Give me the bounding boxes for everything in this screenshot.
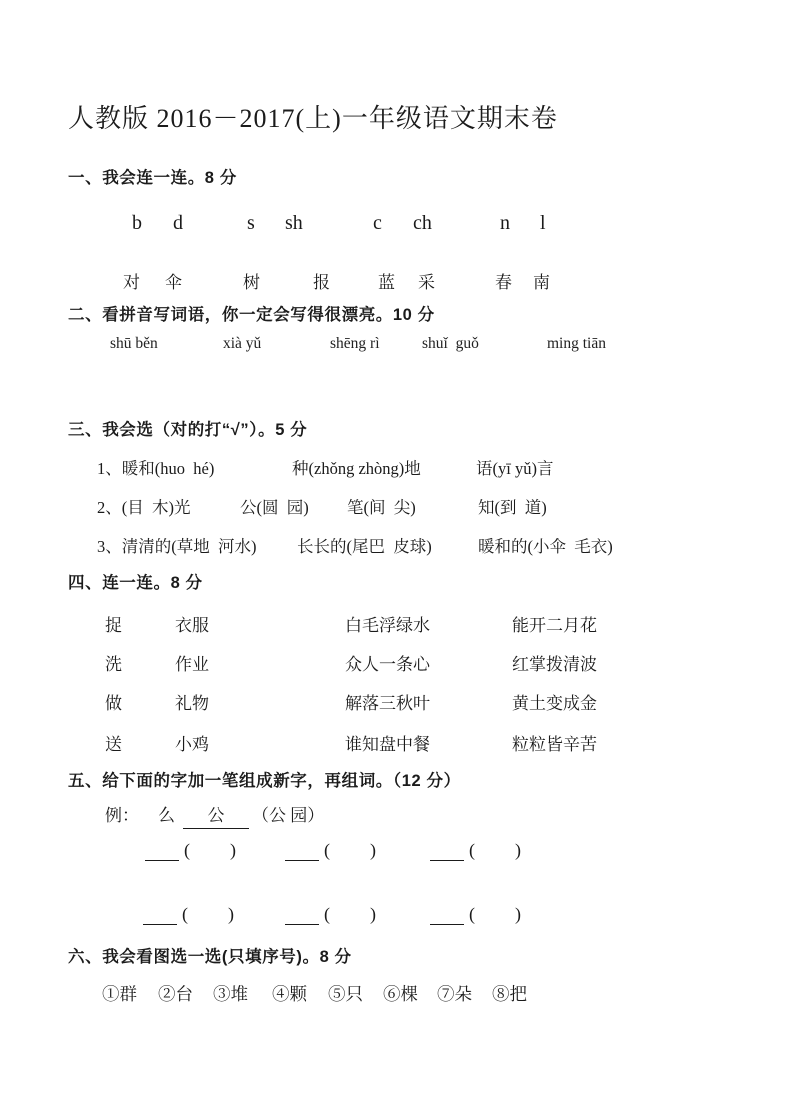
paren-open: ( — [324, 840, 330, 860]
answer-blank-line — [143, 906, 177, 925]
section2-pinyin-row — [0, 335, 790, 363]
paren-open: ( — [469, 904, 475, 924]
answer-blank-group — [145, 840, 236, 864]
paren-close: ) — [230, 840, 236, 860]
section3-row-3 — [0, 533, 790, 561]
pinyin-word-1: xià yǔ — [223, 335, 262, 352]
choice-item-1: 种(zhǒng zhòng)地 — [292, 459, 421, 478]
match-character-0: 对 — [123, 273, 140, 292]
paren-close: ) — [228, 904, 234, 924]
match-character-5: 采 — [418, 273, 435, 292]
paren-open: ( — [469, 840, 475, 860]
initial-letter-3: sh — [285, 212, 303, 234]
match-item-0: 送 — [105, 735, 122, 754]
section6-option-row — [0, 981, 790, 1009]
pinyin-word-0: shū běn — [110, 335, 158, 352]
example-label: 例： — [105, 806, 139, 825]
choice-item-2: 语(yī yǔ)言 — [476, 459, 554, 478]
classifier-option-2: ③堆 — [213, 984, 248, 1004]
match-item-3: 能开二月花 — [512, 616, 597, 635]
initial-letter-1: d — [173, 212, 183, 234]
paren-close: ) — [515, 904, 521, 924]
section3-row-2 — [0, 494, 790, 522]
initial-letter-2: s — [247, 212, 255, 234]
section1-heading: 一、我会连一连。8 分 — [68, 169, 237, 187]
choice-item-1: 公(圆 园) — [240, 498, 309, 517]
section3-row-1 — [0, 455, 790, 483]
example-word: （公 园） — [252, 806, 325, 825]
answer-blank-group — [285, 840, 376, 864]
match-character-4: 蓝 — [378, 273, 395, 292]
answer-blank-group — [285, 904, 376, 928]
paren-close: ) — [370, 840, 376, 860]
match-character-6: 春 — [495, 273, 512, 292]
section1-letter-row — [0, 212, 790, 240]
example-source-char: 么 — [158, 806, 175, 825]
match-item-1: 作业 — [175, 655, 209, 674]
classifier-option-1: ②台 — [158, 984, 193, 1004]
match-item-0: 洗 — [105, 655, 122, 674]
choice-item-2: 暖和的(小伞 毛衣) — [478, 537, 613, 556]
classifier-option-5: ⑥棵 — [383, 984, 418, 1004]
answer-blank-line — [145, 842, 179, 861]
section5-example-row — [0, 801, 790, 829]
match-item-2: 众人一条心 — [345, 655, 430, 674]
answer-blank-line — [285, 906, 319, 925]
match-item-3: 红掌拨清波 — [512, 655, 597, 674]
match-item-1: 衣服 — [175, 616, 209, 635]
match-character-1: 伞 — [165, 273, 182, 292]
section1-character-row — [0, 268, 790, 296]
match-item-0: 做 — [105, 694, 122, 713]
answer-blank-line — [430, 842, 464, 861]
paren-open: ( — [184, 840, 190, 860]
section6-heading: 六、我会看图选一选(只填序号)。8 分 — [68, 948, 352, 966]
section4-heading: 四、连一连。8 分 — [68, 574, 203, 592]
paren-close: ) — [370, 904, 376, 924]
section3-heading: 三、我会选（对的打“√”）。5 分 — [68, 421, 308, 439]
paren-open: ( — [324, 904, 330, 924]
match-item-1: 礼物 — [175, 694, 209, 713]
choice-item-0: 2、(目 木)光 — [97, 498, 191, 517]
classifier-option-4: ⑤只 — [328, 984, 363, 1004]
paren-open: ( — [182, 904, 188, 924]
match-item-3: 黄土变成金 — [512, 694, 597, 713]
match-item-1: 小鸡 — [175, 735, 209, 754]
classifier-option-0: ①群 — [102, 984, 137, 1004]
classifier-option-6: ⑦朵 — [437, 984, 472, 1004]
choice-item-3: 知(到 道) — [478, 498, 547, 517]
answer-blank-line — [285, 842, 319, 861]
initial-letter-0: b — [132, 212, 142, 234]
initial-letter-6: n — [500, 212, 510, 234]
pinyin-word-4: ming tiān — [547, 335, 606, 352]
section4-row-2 — [0, 650, 790, 678]
section5-blank-row-1 — [0, 840, 790, 866]
answer-blank-group — [430, 840, 521, 864]
section4-row-4 — [0, 730, 790, 758]
answer-blank-group — [430, 904, 521, 928]
initial-letter-5: ch — [413, 212, 432, 234]
match-item-2: 白毛浮绿水 — [345, 616, 430, 635]
match-item-0: 捉 — [105, 616, 122, 635]
initial-letter-7: l — [540, 212, 546, 234]
initial-letter-4: c — [373, 212, 382, 234]
choice-item-2: 笔(间 尖) — [347, 498, 416, 517]
match-item-2: 谁知盘中餐 — [345, 735, 430, 754]
classifier-option-7: ⑧把 — [492, 984, 527, 1004]
choice-item-0: 3、清清的(草地 河水) — [97, 537, 257, 556]
choice-item-1: 长长的(尾巴 皮球) — [297, 537, 432, 556]
section4-row-3 — [0, 689, 790, 717]
pinyin-word-3: shuǐ guǒ — [422, 335, 479, 352]
answer-blank-group — [143, 904, 234, 928]
section4-row-1 — [0, 611, 790, 639]
section5-heading: 五、给下面的字加一笔组成新字，再组词。（12 分） — [68, 772, 461, 790]
match-character-2: 树 — [243, 273, 260, 292]
paren-close: ) — [515, 840, 521, 860]
section5-blank-row-2 — [0, 904, 790, 930]
match-item-3: 粒粒皆辛苦 — [512, 735, 597, 754]
pinyin-word-2: shēng rì — [330, 335, 380, 352]
classifier-option-3: ④颗 — [272, 984, 307, 1004]
answer-blank-line — [430, 906, 464, 925]
section2-heading: 二、看拼音写词语，你一定会写得很漂亮。10 分 — [68, 306, 435, 324]
match-item-2: 解落三秋叶 — [345, 694, 430, 713]
choice-item-0: 1、暖和(huo hé) — [97, 459, 215, 478]
match-character-3: 报 — [313, 273, 330, 292]
page-title: 人教版 2016－2017(上)一年级语文期末卷 — [68, 104, 558, 133]
example-answer-underlined: 公 — [183, 801, 249, 829]
match-character-7: 南 — [533, 273, 550, 292]
